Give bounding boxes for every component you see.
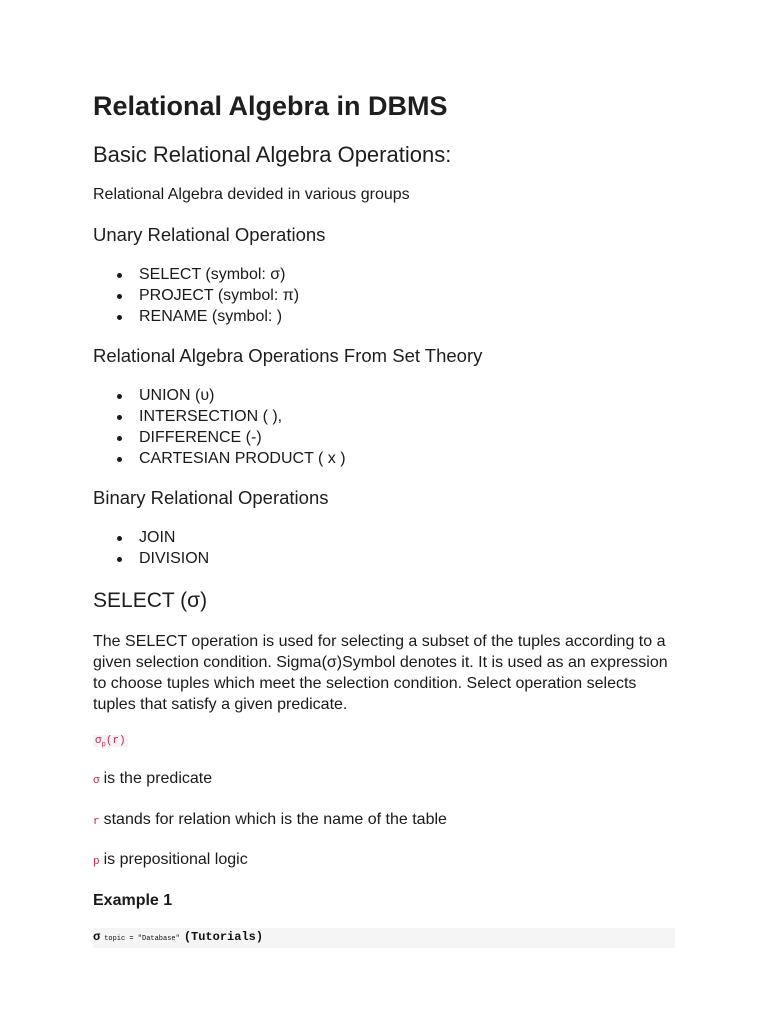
select-heading: SELECT (σ) [93, 589, 208, 612]
definition-line [93, 809, 675, 833]
example-condition: topic = "Database" [104, 935, 180, 944]
list-item: PROJECT (symbol: π) [139, 285, 675, 306]
binary-heading: Binary Relational Operations [93, 487, 329, 508]
definition-line [93, 849, 675, 873]
definition-line [93, 768, 675, 792]
list-item: UNION (υ) [139, 385, 675, 406]
definition-code: r [93, 816, 100, 829]
list-item: RENAME (symbol: ) [139, 306, 675, 327]
definition-code: p [93, 856, 100, 869]
list-item: INTERSECTION ( ), [139, 406, 675, 427]
binary-list [93, 527, 675, 569]
definition-text: is prepositional logic [103, 851, 248, 869]
unary-list [93, 264, 675, 327]
notation-subscript: p [101, 741, 106, 750]
example-sigma: σ [93, 930, 101, 945]
example-code-block [93, 928, 675, 948]
sigma-symbol: σ [95, 735, 102, 747]
notation-code [93, 735, 128, 750]
intro-text: Relational Algebra devided in various groups [93, 186, 410, 203]
article-content [93, 86, 675, 948]
list-item: DIVISION [139, 548, 675, 569]
unary-heading: Unary Relational Operations [93, 224, 326, 245]
definition-text: is the predicate [103, 770, 213, 788]
list-item: SELECT (symbol: σ) [139, 264, 675, 285]
list-item: JOIN [139, 527, 675, 548]
list-item: CARTESIAN PRODUCT ( x ) [139, 448, 675, 469]
notation-argument: (r) [105, 735, 126, 747]
select-notation [93, 731, 675, 753]
set-theory-heading: Relational Algebra Operations From Set Theory [93, 345, 483, 366]
example-relation: (Tutorials) [183, 930, 264, 945]
example-heading: Example 1 [93, 892, 173, 910]
set-theory-list [93, 385, 675, 469]
select-description: The SELECT operation is used for selecting a subset of the tuples according to a given selection condition. Sigma(σ)Symbol denotes it. It is used as an expression to choose tuples which meet the selection condition. Select operation selects tuples that satisfy a given predicate. [93, 633, 668, 713]
list-item: DIFFERENCE (-) [139, 427, 675, 448]
definition-code: σ [93, 775, 100, 788]
page-title: Relational Algebra in DBMS [93, 91, 448, 121]
basic-operations-heading: Basic Relational Algebra Operations: [93, 142, 452, 167]
definition-text: stands for relation which is the name of the table [103, 811, 447, 829]
